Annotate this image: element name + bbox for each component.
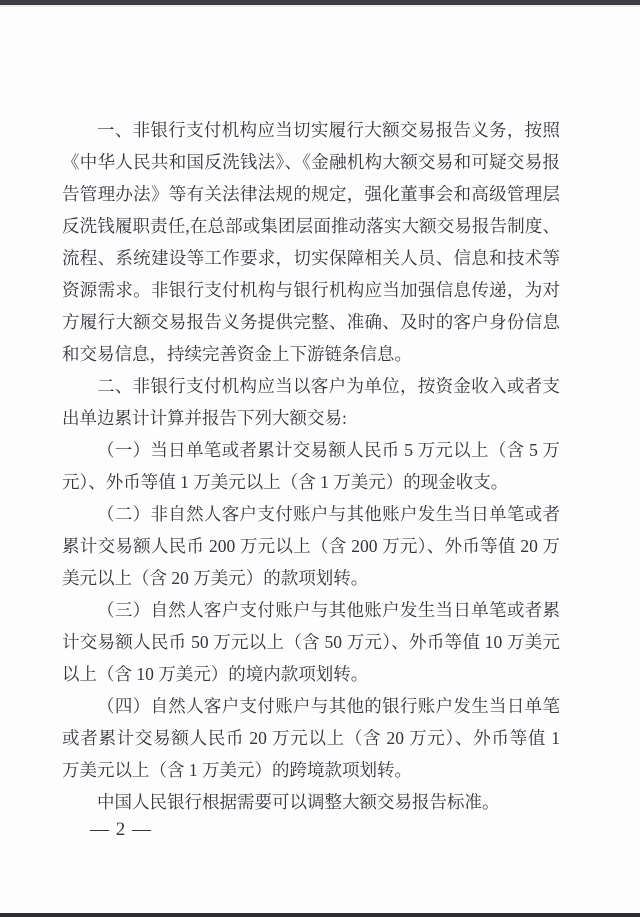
text-line: 累计交易额人民币 200 万元以上（含 200 万元）、外币等值 20 万 <box>62 536 560 556</box>
text-line: （三）自然人客户支付账户与其他账户发生当日单笔或者累 <box>97 600 560 620</box>
scan-edge-top <box>0 0 640 7</box>
paragraph-item-4 <box>62 690 560 786</box>
text-line: （二）非自然人客户支付账户与其他账户发生当日单笔或者 <box>97 504 560 524</box>
text-line: 二、非银行支付机构应当以客户为单位，按资金收入或者支 <box>97 376 560 396</box>
text-line: （四）自然人客户支付账户与其他的银行账户发生当日单笔 <box>97 696 560 716</box>
text-line: 美元以上（含 20 万美元）的款项划转。 <box>62 568 369 588</box>
paragraph-item-3 <box>62 594 560 690</box>
text-line: 中国人民银行根据需要可以调整大额交易报告标准。 <box>97 792 500 812</box>
paragraph-item-2 <box>62 498 560 594</box>
paragraph-2 <box>62 370 560 434</box>
scan-edge-bottom <box>0 913 640 917</box>
text-line: 流程、系统建设等工作要求，切实保障相关人员、信息和技术等 <box>62 248 560 268</box>
paragraph-1 <box>62 114 560 370</box>
paragraph-item-1 <box>62 434 560 498</box>
text-line: 以上（含 10 万美元）的境内款项划转。 <box>62 664 369 684</box>
text-line: 计交易额人民币 50 万元以上（含 50 万元）、外币等值 10 万美元 <box>62 632 560 652</box>
paragraph-closing <box>62 786 560 818</box>
text-line: 一、非银行支付机构应当切实履行大额交易报告义务，按照 <box>97 120 560 140</box>
text-line: 万美元以上（含 1 万美元）的跨境款项划转。 <box>62 760 412 780</box>
text-line: 或者累计交易额人民币 20 万元以上（含 20 万元）、外币等值 1 <box>62 728 560 748</box>
page-number: — 2 — <box>90 819 152 840</box>
text-line: 资源需求。非银行支付机构与银行机构应当加强信息传递，为对 <box>62 280 560 300</box>
text-line: 方履行大额交易报告义务提供完整、准确、及时的客户身份信息 <box>62 312 560 332</box>
text-line: 告管理办法》等有关法律法规的规定，强化董事会和高级管理层 <box>62 184 560 204</box>
text-line: 《中华人民共和国反洗钱法》、《金融机构大额交易和可疑交易报 <box>62 152 560 172</box>
text-line: 出单边累计计算并报告下列大额交易: <box>62 408 347 428</box>
text-line: 元）、外币等值 1 万美元以上（含 1 万美元）的现金收支。 <box>62 472 509 492</box>
text-line: 反洗钱履职责任,在总部或集团层面推动落实大额交易报告制度、 <box>62 216 560 236</box>
text-line: （一）当日单笔或者累计交易额人民币 5 万元以上（含 5 万 <box>97 440 560 460</box>
document-text <box>62 114 560 818</box>
text-line: 和交易信息，持续完善资金上下游链条信息。 <box>62 344 412 364</box>
